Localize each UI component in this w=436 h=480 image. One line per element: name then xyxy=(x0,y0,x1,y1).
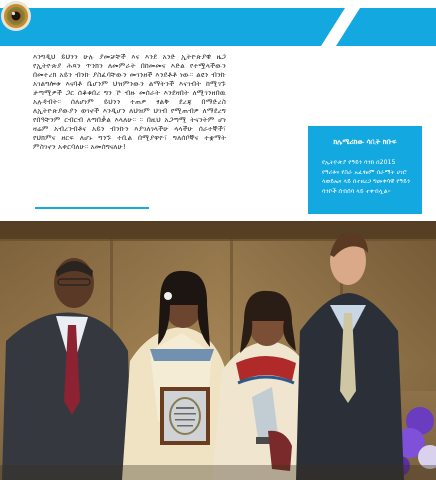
accent-rule xyxy=(35,207,149,209)
photo-illustration xyxy=(0,221,436,480)
banner-right-stripe xyxy=(336,8,436,46)
ceiling-band xyxy=(0,221,436,239)
callout-body: የኢትዮጵያ የዓይን ባንክ በ2015 የዓሪቶና የስራ አፈፃፀም በራማት ሀገሮ ላወይኤና ላይ በተዘረጋ ግመቀሳዊ የዓይን ባንኮች ሰብሰባ ላይ ተቀብሏል። xyxy=(322,159,411,195)
banner-left-stripe xyxy=(0,8,345,46)
banner-graphic xyxy=(0,0,436,50)
eye-icon xyxy=(0,0,32,32)
award-photo xyxy=(0,221,436,480)
header-banner xyxy=(0,0,436,50)
article-body: እንግዲህ ይህንን ሁሉ ያመቻቸች እና እንደ አንድ ኢትዮጵያዊ ዜጋ የኢትዮጵያ ሕጻን ጥንክን ለመምራት በከመመና እድል የተሟላችውን በመተረክ አይን ብንኩ ያስፈባቸውን መገንዘች እንደቶቶ ነው። ልዩን ብንኩ አገልግሎቱ እናባቶ ቤሆንም ህዝምንውን ልማትንች እናገብት ከሚገኙ ታጣሚዎች ጋር ሰቆቁበረ ግን ኾ ብዙ መሰራት እንደዛበት ለሚገንዘበዉ አሉዳብት። ሰለሆነም ይህንን ተጠዎ ፃልቅ ደረጃ በማድረስ ለኢትዮጵያውያን ወገኖች እንዲሆን ለህዝም ህገብ የሚጠብዎ ለማደረግ የበዓቸንም ርብርብ ለጣበቃል እላለሁ። ። በዚህ አጋጣሚ ትናንትም ሆነ ዛሬም አብረንብቶና አይን ብንኩን እያገለገላችሁ ላላችሁ ሰራተኞች፣ የህክምና ዘርፍ ለሆኑ ግንኙ ተቢል በሚያዋዮ፣ ግለሰቦኞና ተቋማት ምስገኖን አቀርባለሁ። አመሰግናለሁ! xyxy=(33,52,226,151)
callout-title: ክሌሜሪክው ሳቢት ክቡፍ xyxy=(333,138,397,146)
callout-box xyxy=(308,126,422,214)
floor-shadow xyxy=(0,465,436,480)
